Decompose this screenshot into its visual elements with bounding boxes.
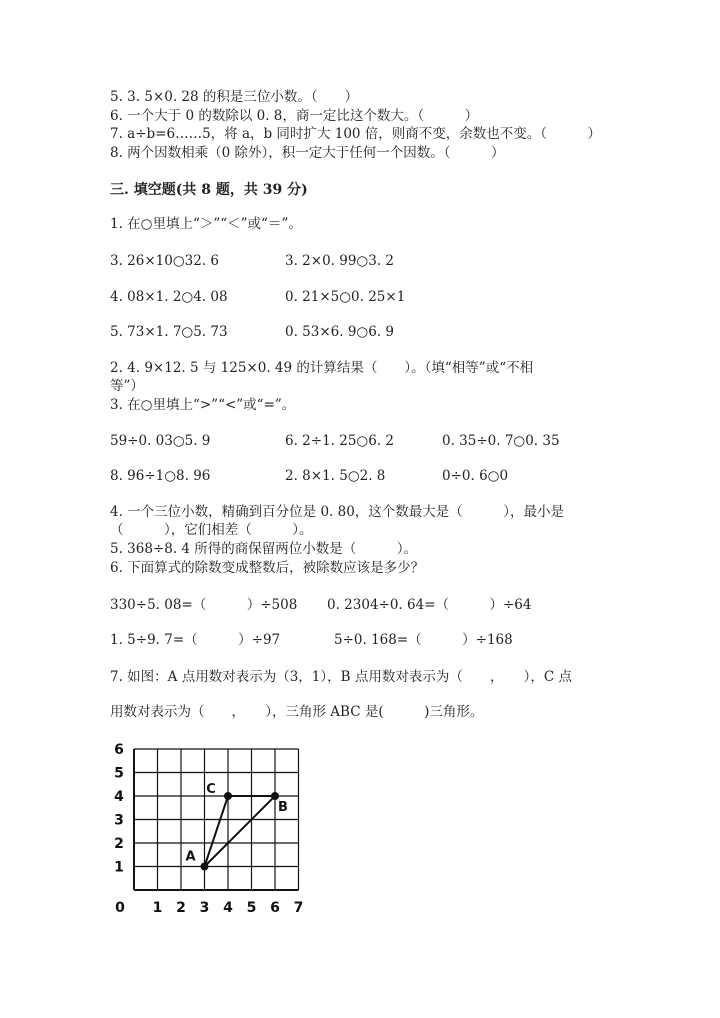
fill-q2-line2: 等”） bbox=[110, 378, 144, 394]
fill-q1-r2c1: 4. 08×1. 2○4. 08 bbox=[110, 289, 228, 305]
point-a bbox=[201, 863, 209, 871]
fill-q7-line2: 用数对表示为（ ， ），三角形 ABC 是( )三角形。 bbox=[110, 704, 484, 720]
x-tick-label: 6 bbox=[270, 900, 280, 916]
judge-q7: 7. a÷b=6……5，将 a，b 同时扩大 100 倍，则商不变，余数也不变。（ ） bbox=[110, 126, 602, 142]
x-tick-label: 5 bbox=[246, 900, 257, 916]
x-tick-label: 1 bbox=[152, 900, 163, 916]
judge-q6: 6. 一个大于 0 的数除以 0. 8，商一定比这个数大。（ ） bbox=[110, 108, 479, 124]
fill-q3-r2c2: 2. 8×1. 5○2. 8 bbox=[285, 468, 386, 484]
point-label-b: B bbox=[278, 800, 288, 815]
fill-q6-prompt: 6. 下面算式的除数变成整数后，被除数应该是多少？ bbox=[110, 560, 425, 576]
point-b bbox=[271, 792, 279, 800]
fill-q2-line1: 2. 4. 9×12. 5 与 125×0. 49 的计算结果（ ）。（填“相等”或“不相 bbox=[110, 360, 534, 376]
fill-q5: 5. 368÷8. 4 所得的商保留两位小数是（ ）。 bbox=[110, 541, 418, 557]
x-tick-label: 7 bbox=[293, 900, 304, 916]
fill-q1-r3c1: 5. 73×1. 7○5. 73 bbox=[110, 324, 228, 340]
fill-q4-line2: （ ），它们相差（ ）。 bbox=[110, 522, 313, 538]
fill-q6-r1c1: 330÷5. 08=（ ）÷508 bbox=[110, 597, 298, 613]
y-tick-label: 6 bbox=[114, 742, 124, 758]
fill-q7-line1: 7. 如图：A 点用数对表示为（3，1），B 点用数对表示为（ ， ），C 点 bbox=[110, 669, 572, 685]
fill-q1-r1c2: 3. 2×0. 99○3. 2 bbox=[285, 253, 394, 269]
y-tick-label: 4 bbox=[114, 789, 124, 805]
judge-q8: 8. 两个因数相乘（0 除外），积一定大于任何一个因数。（ ） bbox=[110, 145, 505, 161]
fill-q3-r1c2: 6. 2÷1. 25○6. 2 bbox=[285, 433, 394, 449]
fill-q6-r1c2: 0. 2304÷0. 64=（ ）÷64 bbox=[327, 597, 532, 613]
fill-q3-r1c3: 0. 35÷0. 7○0. 35 bbox=[442, 433, 560, 449]
fill-q3-r2c1: 8. 96÷1○8. 96 bbox=[110, 468, 211, 484]
triangle-abc bbox=[185, 782, 287, 871]
y-tick-label: 1 bbox=[114, 859, 124, 876]
fill-q6-r2c2: 5÷0. 168=（ ）÷168 bbox=[334, 632, 513, 648]
point-label-a: A bbox=[185, 849, 196, 865]
section-heading: 三. 填空题(共 8 题，共 39 分) bbox=[110, 182, 308, 198]
point-label-c: C bbox=[206, 782, 216, 797]
triangle-edges bbox=[205, 796, 276, 867]
fill-q3-prompt: 3. 在○里填上“>”“<”或“=”。 bbox=[110, 397, 296, 413]
y-axis-labels bbox=[114, 742, 124, 876]
grid-lines bbox=[134, 749, 299, 890]
x-axis-labels bbox=[115, 900, 303, 916]
y-tick-label: 2 bbox=[114, 836, 124, 852]
point-c bbox=[224, 792, 232, 800]
x-tick-label: 0 bbox=[115, 900, 125, 916]
fill-q1-prompt: 1. 在○里填上“＞”“＜”或“＝”。 bbox=[110, 216, 302, 232]
coordinate-grid-figure bbox=[100, 740, 320, 920]
x-tick-label: 2 bbox=[176, 900, 186, 916]
fill-q4-line1: 4. 一个三位小数，精确到百分位是 0. 80，这个数最大是（ ），最小是 bbox=[110, 504, 565, 520]
x-tick-label: 4 bbox=[223, 900, 233, 916]
y-tick-label: 5 bbox=[114, 765, 124, 782]
fill-q3-r1c1: 59÷0. 03○5. 9 bbox=[110, 433, 211, 449]
fill-q1-r2c2: 0. 21×5○0. 25×1 bbox=[285, 289, 406, 305]
fill-q6-r2c1: 1. 5÷9. 7=（ ）÷97 bbox=[110, 632, 281, 648]
judge-q5: 5. 3. 5×0. 28 的积是三位小数。（ ） bbox=[110, 89, 359, 105]
x-tick-label: 3 bbox=[199, 900, 210, 916]
fill-q1-r1c1: 3. 26×10○32. 6 bbox=[110, 253, 219, 269]
fill-q3-r2c3: 0÷0. 6○0 bbox=[442, 468, 509, 484]
y-tick-label: 3 bbox=[114, 812, 124, 829]
fill-q1-r3c2: 0. 53×6. 9○6. 9 bbox=[285, 324, 394, 340]
